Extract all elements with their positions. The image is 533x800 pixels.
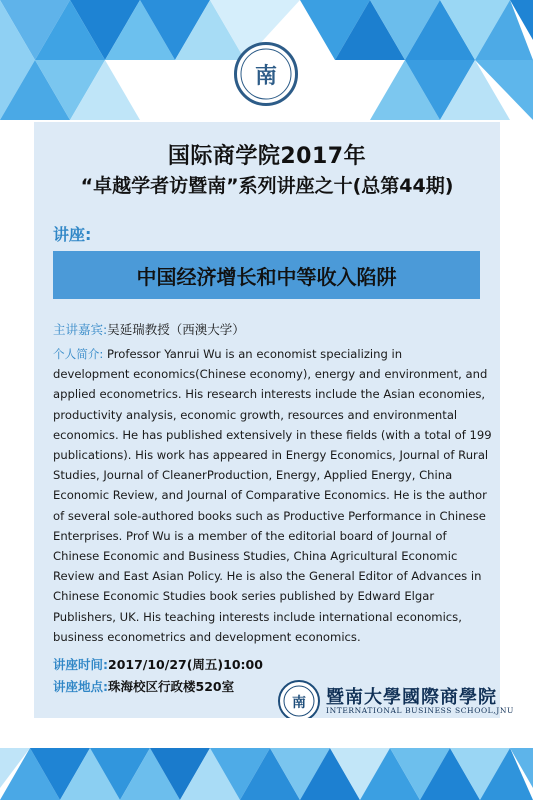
bio-line: Enterprises. Prof Wu is a member of the editorial board of Journal of: [53, 528, 447, 543]
place-value: 珠海校区行政楼520室: [108, 679, 235, 694]
bio-line: Studies, Journal of CleanerProduction, Energy, Applied Energy, China: [53, 468, 453, 483]
speaker-label: 主讲嘉宾:: [53, 322, 108, 337]
bottom-decor: [0, 718, 533, 800]
lecture-topic: 中国经济增长和中等收入陷阱: [136, 264, 397, 289]
svg-text:南: 南: [292, 695, 306, 711]
speaker-bio: [53, 344, 492, 647]
school-seal-logo: [234, 42, 298, 106]
speaker-row: [53, 320, 245, 338]
lecture-place-row: [53, 677, 234, 695]
bio-line: development economics(Chinese economy), energy and environment, and: [53, 367, 488, 382]
speaker-name: 吴延瑞教授（西澳大学）: [107, 322, 245, 337]
lecture-label: 讲座:: [53, 225, 92, 244]
brand-name-cn: 暨南大學國際商學院: [326, 687, 497, 708]
lecture-topic-banner: [53, 251, 480, 299]
bio-line: Review and East Asian Policy. He is also the General Editor of Advances in: [53, 569, 482, 584]
bio-line: Chinese Economic and Business Studies, China Agricultural Economic: [53, 549, 458, 564]
time-label: 讲座时间:: [53, 657, 108, 672]
bio-label: 个人简介:: [53, 347, 104, 361]
bio-line: Publishers, UK. His teaching interests include international economics,: [53, 609, 462, 624]
bio-line: economics. He has published extensively in these fields (with a total of 199: [53, 427, 492, 442]
bio-line: 个人简介: Professor Yanrui Wu is an economist specializing in: [53, 347, 403, 361]
bio-line: publications). His work has appeared in Energy Economics, Journal of Rural: [53, 448, 489, 463]
bio-line: Economic Review, and Journal of Comparative Economics. He is the author: [53, 488, 487, 503]
bio-line: applied econometrics. His research interests include the Asian economies,: [53, 387, 486, 402]
event-series-title: “卓越学者访暨南”系列讲座之十(总第44期): [80, 175, 454, 197]
bio-line: Chinese Economic Studies book series published by Edward Elgar: [53, 589, 435, 604]
bio-line: business econometrics and development economics.: [53, 629, 361, 644]
svg-text:南: 南: [254, 63, 278, 89]
bio-line: of several sole-authored books such as Productive Performance in Chinese: [53, 508, 486, 523]
place-label: 讲座地点:: [53, 679, 108, 694]
bio-line: productivity analysis, economic growth, resources and environmental: [53, 407, 458, 422]
lecture-time-row: [53, 655, 263, 673]
event-title: 国际商学院2017年: [167, 144, 367, 169]
time-value: 2017/10/27(周五)10:00: [108, 657, 263, 672]
brand-seal-icon: [278, 680, 320, 722]
brand-name-en: INTERNATIONAL BUSINESS SCHOOL,JNU: [326, 706, 514, 715]
